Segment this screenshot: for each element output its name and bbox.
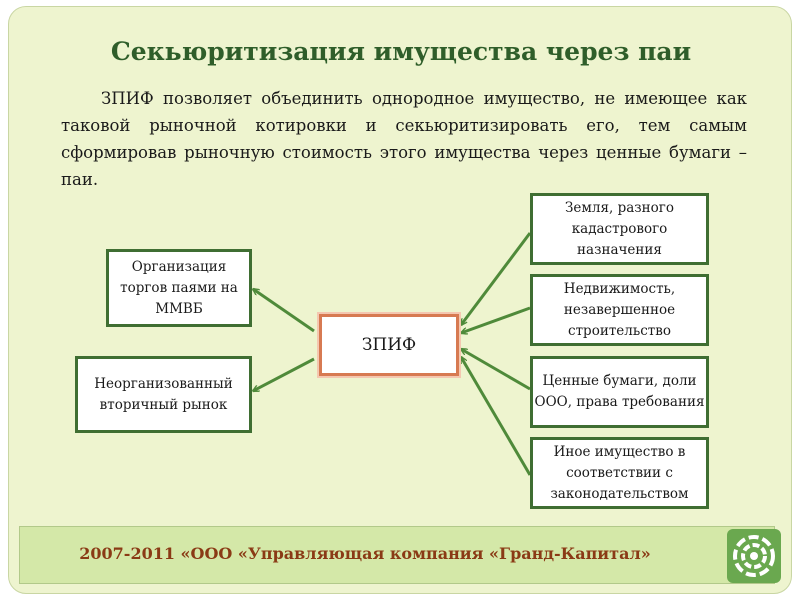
arrow-to-secondary-market (253, 359, 314, 391)
box-zpif: ЗПИФ (319, 314, 459, 376)
arrow-from-other-property (461, 357, 530, 475)
footer-copyright: 2007-2011 «ООО «Управляющая компания «Гранд-Капитал» (79, 544, 651, 563)
company-logo-icon (727, 529, 781, 583)
arrow-from-securities (461, 349, 530, 389)
box-mmvb-trading: Организация торгов паями на ММВБ (106, 249, 252, 327)
arrow-to-mmvb (253, 289, 314, 331)
box-land: Земля, разного кадастрового назначения (530, 193, 709, 265)
intro-paragraph: ЗПИФ позволяет объединить однородное имущество, не имеющее как таковой рыночной котировки и секьюритизировать его, тем самым сформировав рыночную стоимость этого имущества через ценные бумаги – паи. (61, 89, 747, 189)
box-secondary-market: Неорганизованный вторичный рынок (75, 356, 252, 433)
box-securities: Ценные бумаги, доли ООО, права требования (530, 356, 709, 428)
slide-title: Секьюритизация имущества через паи (110, 37, 692, 66)
slide (8, 6, 792, 594)
box-real-estate: Недвижимость, незавершенное строительство (530, 274, 709, 346)
box-other-property: Иное имущество в соответствии с законодательством (530, 437, 709, 509)
footer-bar (19, 526, 775, 584)
